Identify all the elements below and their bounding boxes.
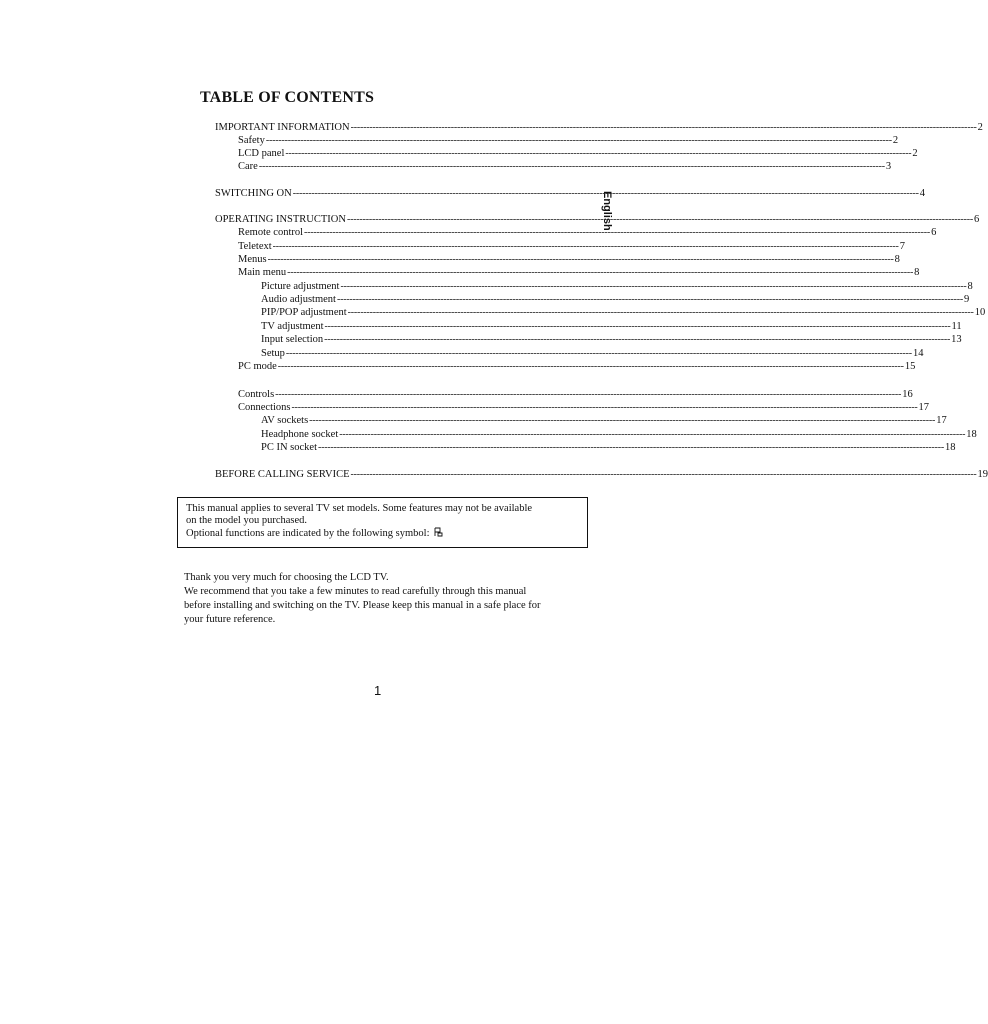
toc-leader-dots: -------------------------------------------------------------------------------------------------------------------------------------------------------------------------------------------------------- [309, 415, 936, 426]
toc-entry-page: 2 [912, 148, 918, 159]
toc-entry [215, 213, 980, 226]
toc-leader-dots: -------------------------------------------------------------------------------------------------------------------------------------------------------------------------------------------------------- [287, 267, 914, 278]
toc-entry [238, 226, 937, 239]
toc-entry [261, 428, 977, 441]
toc-entry [215, 468, 988, 481]
toc-entry [261, 280, 973, 293]
toc-entry-page: 7 [899, 241, 905, 252]
toc-leader-dots: -------------------------------------------------------------------------------------------------------------------------------------------------------------------------------------------------------- [275, 389, 902, 400]
toc-leader-dots: -------------------------------------------------------------------------------------------------------------------------------------------------------------------------------------------------------- [324, 334, 951, 345]
toc-entry-page: 4 [919, 188, 925, 199]
toc-entry-label: AV sockets [261, 415, 309, 426]
toc-entry-page: 18 [945, 442, 956, 453]
toc-entry-page: 16 [902, 389, 913, 400]
optional-feature-symbol-icon [434, 527, 443, 537]
toc-entry [238, 134, 899, 147]
toc-entry-label: LCD panel [238, 148, 285, 159]
intro-text [184, 571, 541, 627]
toc-entry [238, 401, 930, 414]
toc-entry [238, 360, 916, 373]
toc-entry [238, 253, 900, 266]
table-of-contents [0, 0, 988, 490]
toc-leader-dots: -------------------------------------------------------------------------------------------------------------------------------------------------------------------------------------------------------- [350, 469, 977, 480]
toc-entry-page: 11 [951, 321, 962, 332]
toc-entry-label: Menus [238, 254, 267, 265]
toc-leader-dots: -------------------------------------------------------------------------------------------------------------------------------------------------------------------------------------------------------- [346, 214, 973, 225]
toc-entry-label: IMPORTANT INFORMATION [215, 122, 350, 133]
toc-entry [215, 187, 925, 200]
toc-entry-label: Picture adjustment [261, 281, 340, 292]
language-side-label: English [601, 191, 613, 231]
notice-line: Optional functions are indicated by the following symbol: [186, 528, 430, 539]
toc-entry-label: Main menu [238, 267, 287, 278]
toc-entry-label: Headphone socket [261, 429, 339, 440]
toc-entry-page: 13 [951, 334, 962, 345]
toc-entry [238, 266, 920, 279]
toc-entry-label: Audio adjustment [261, 294, 336, 305]
toc-leader-dots: -------------------------------------------------------------------------------------------------------------------------------------------------------------------------------------------------------- [336, 294, 963, 305]
toc-entry-label: PC mode [238, 361, 277, 372]
notice-line-with-symbol [186, 527, 579, 540]
toc-entry-page: 2 [977, 122, 983, 133]
toc-entry-label: PC IN socket [261, 442, 317, 453]
toc-entry-label: Remote control [238, 227, 304, 238]
toc-entry-page: 17 [936, 415, 947, 426]
toc-entry [238, 388, 913, 401]
toc-entry-label: PIP/POP adjustment [261, 307, 347, 318]
toc-entry-page: 8 [894, 254, 900, 265]
toc-entry [238, 160, 892, 173]
toc-leader-dots: -------------------------------------------------------------------------------------------------------------------------------------------------------------------------------------------------------- [292, 188, 919, 199]
toc-entry-label: SWITCHING ON [215, 188, 292, 199]
toc-leader-dots: -------------------------------------------------------------------------------------------------------------------------------------------------------------------------------------------------------- [340, 281, 967, 292]
toc-entry-label: Controls [238, 389, 275, 400]
toc-entry [261, 347, 924, 360]
toc-entry-label: TV adjustment [261, 321, 324, 332]
toc-entry [261, 320, 962, 333]
toc-entry [238, 147, 918, 160]
toc-entry-label: Setup [261, 348, 285, 359]
toc-leader-dots: -------------------------------------------------------------------------------------------------------------------------------------------------------------------------------------------------------- [285, 148, 912, 159]
toc-entry-page: 8 [967, 281, 973, 292]
toc-leader-dots: -------------------------------------------------------------------------------------------------------------------------------------------------------------------------------------------------------- [324, 321, 951, 332]
toc-leader-dots: -------------------------------------------------------------------------------------------------------------------------------------------------------------------------------------------------------- [347, 307, 974, 318]
toc-leader-dots: -------------------------------------------------------------------------------------------------------------------------------------------------------------------------------------------------------- [304, 227, 931, 238]
notice-line: This manual applies to several TV set models. Some features may not be available [186, 503, 533, 514]
toc-entry-label: Teletext [238, 241, 272, 252]
toc-entry-page: 2 [892, 135, 899, 146]
toc-entry [261, 306, 986, 319]
toc-entry-label: Safety [238, 135, 265, 146]
toc-entry [261, 441, 956, 454]
toc-leader-dots: -------------------------------------------------------------------------------------------------------------------------------------------------------------------------------------------------------- [277, 361, 904, 372]
toc-entry [238, 240, 905, 253]
page-number: 1 [374, 683, 382, 698]
toc-entry-label: BEFORE CALLING SERVICE [215, 469, 350, 480]
toc-leader-dots: -------------------------------------------------------------------------------------------------------------------------------------------------------------------------------------------------------- [350, 122, 977, 133]
toc-entry-label: Connections [238, 402, 291, 413]
intro-line: Thank you very much for choosing the LCD TV. [184, 572, 389, 583]
toc-entry-label: OPERATING INSTRUCTION [215, 214, 346, 225]
toc-entry-page: 6 [974, 214, 980, 225]
toc-entry-page: 3 [885, 161, 892, 172]
intro-line: We recommend that you take a few minutes to read carefully through this manual [184, 586, 527, 597]
toc-entry-page: 10 [974, 307, 986, 318]
toc-leader-dots: -------------------------------------------------------------------------------------------------------------------------------------------------------------------------------------------------------- [267, 254, 894, 265]
toc-leader-dots: -------------------------------------------------------------------------------------------------------------------------------------------------------------------------------------------------------- [285, 348, 912, 359]
toc-entry [261, 414, 947, 427]
toc-entry-page: 6 [931, 227, 937, 238]
intro-line: before installing and switching on the TV. Please keep this manual in a safe place for [184, 600, 541, 611]
toc-leader-dots: -------------------------------------------------------------------------------------------------------------------------------------------------------------------------------------------------------- [272, 241, 899, 252]
toc-entry-label: Input selection [261, 334, 324, 345]
notice-box [177, 497, 588, 548]
page-title: TABLE OF CONTENTS [200, 89, 375, 106]
toc-leader-dots: -------------------------------------------------------------------------------------------------------------------------------------------------------------------------------------------------------- [258, 161, 885, 172]
toc-entry-page: 17 [918, 402, 930, 413]
toc-entry-page: 9 [963, 294, 970, 305]
toc-entry [215, 121, 983, 134]
toc-leader-dots: -------------------------------------------------------------------------------------------------------------------------------------------------------------------------------------------------------- [339, 429, 966, 440]
toc-entry-page: 19 [977, 469, 988, 480]
toc-entry [261, 293, 970, 306]
toc-entry-page: 18 [966, 429, 977, 440]
notice-line: on the model you purchased. [186, 515, 308, 526]
toc-leader-dots: -------------------------------------------------------------------------------------------------------------------------------------------------------------------------------------------------------- [265, 135, 892, 146]
toc-entry-label: Care [238, 161, 258, 172]
toc-leader-dots: -------------------------------------------------------------------------------------------------------------------------------------------------------------------------------------------------------- [318, 442, 945, 453]
toc-entry-page: 8 [914, 267, 920, 278]
toc-entry-page: 14 [912, 348, 924, 359]
toc-entry-page: 15 [904, 361, 916, 372]
toc-leader-dots: -------------------------------------------------------------------------------------------------------------------------------------------------------------------------------------------------------- [291, 402, 918, 413]
toc-entry [261, 333, 962, 346]
intro-line: your future reference. [184, 614, 276, 625]
